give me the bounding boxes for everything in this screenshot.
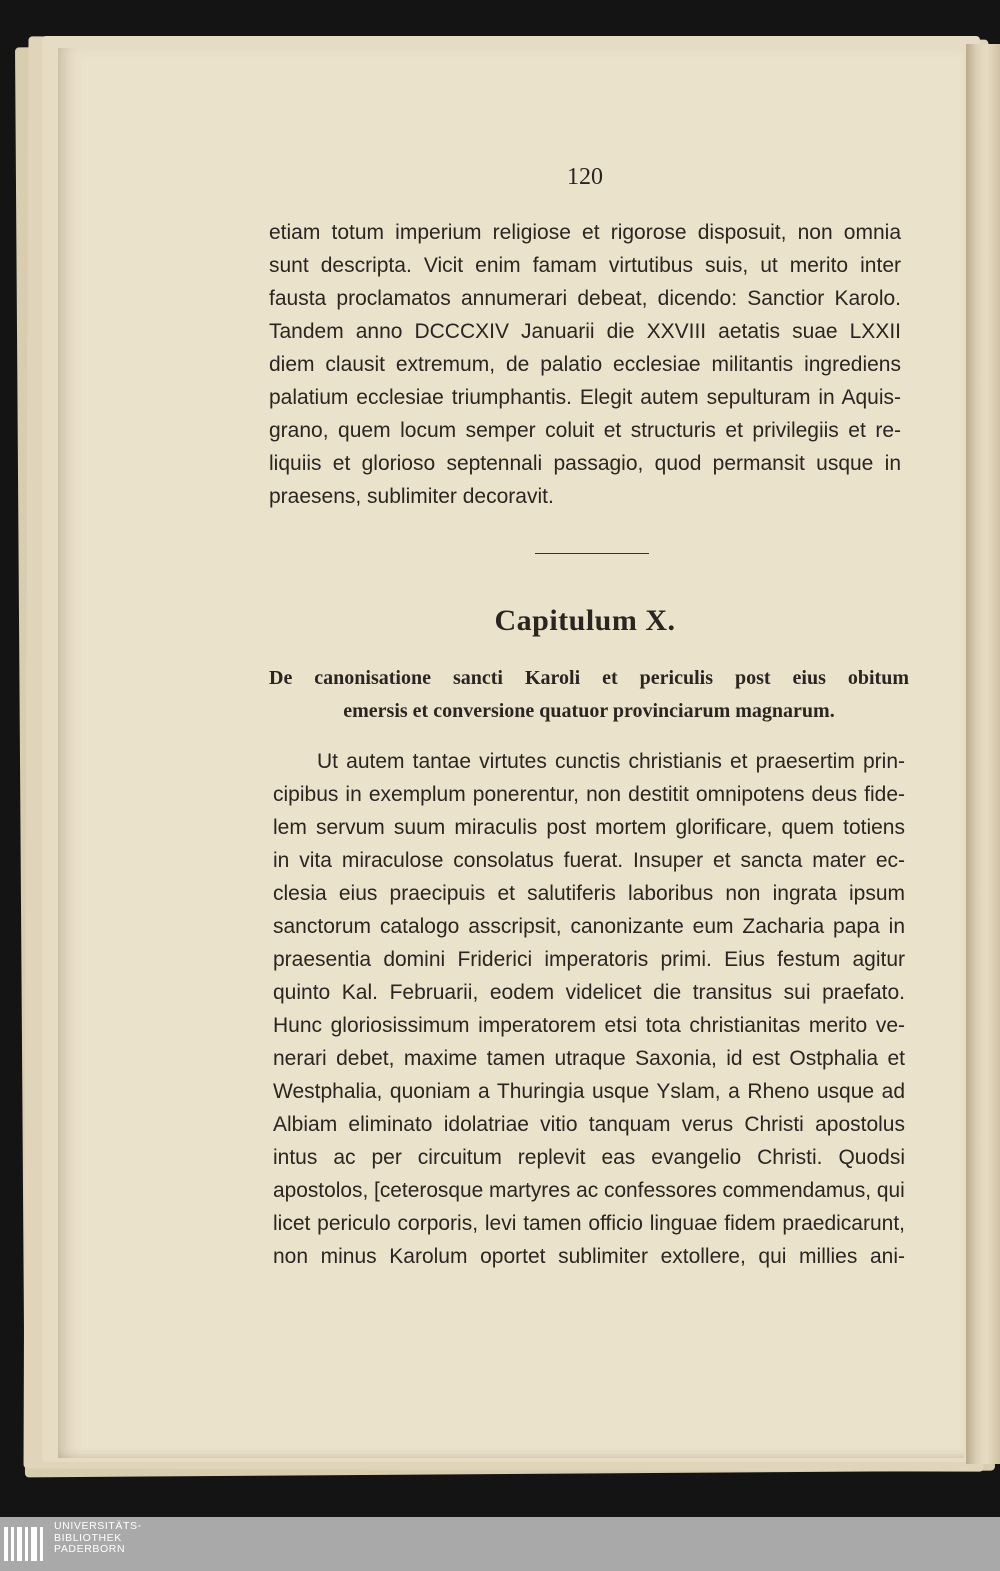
- text-line: diem clausit extremum, de palatio ecclesiae militantis ingrediens: [269, 353, 901, 376]
- text-line: quinto Kal. Februarii, eodem videlicet die transitus sui praefato.: [273, 981, 905, 1004]
- text-line: apostolos, [ceterosque martyres ac confessores commendamus, qui: [273, 1179, 905, 1202]
- library-name-line: UNIVERSITÄTS-: [54, 1520, 142, 1532]
- library-logo-icon: [2, 1521, 48, 1567]
- text-line: palatium ecclesiae triumphantis. Elegit autem sepulturam in Aquis-: [269, 386, 901, 409]
- text-line: fausta proclamatos annumerari debeat, dicendo: Sanctior Karolo.: [269, 287, 901, 310]
- page-number: 120: [567, 164, 603, 190]
- text-line: sunt descripta. Vicit enim famam virtutibus suis, ut merito inter: [269, 254, 901, 277]
- text-line: De canonisatione sancti Karoli et periculis post eius obitum: [269, 667, 909, 689]
- text-line: non minus Karolum oportet sublimiter extollere, qui millies ani-: [273, 1245, 905, 1268]
- text-line: nerari debet, maxime tamen utraque Saxonia, id est Ostphalia et: [273, 1047, 905, 1070]
- facing-page-edge: [966, 44, 1000, 1464]
- text-line: intus ac per circuitum replevit eas evangelio Christi. Quodsi: [273, 1146, 905, 1169]
- book-page: [58, 48, 964, 1458]
- chapter-subtitle: [269, 662, 909, 728]
- section-divider: [535, 553, 649, 554]
- text-line: lem servum suum miraculis post mortem glorificare, quem totiens: [273, 816, 905, 839]
- text-line: grano, quem locum semper coluit et structuris et privilegiis et re-: [269, 419, 901, 442]
- text-line: emersis et conversione quatuor provinciarum magnarum.: [343, 700, 835, 722]
- text-line: liquiis et glorioso septennali passagio, quod permansit usque in: [269, 452, 901, 475]
- text-line: licet periculo corporis, levi tamen officio linguae fidem praedicarunt,: [273, 1212, 905, 1235]
- text-line: etiam totum imperium religiose et rigorose disposuit, non omnia: [269, 221, 901, 244]
- text-line: Tandem anno DCCCXIV Januarii die XXVIII aetatis suae LXXII: [269, 320, 901, 343]
- text-line: cipibus in exemplum ponerentur, non destitit omnipotens deus fide-: [273, 783, 905, 806]
- text-line: sanctorum catalogo asscripsit, canonizante eum Zacharia papa in: [273, 915, 905, 938]
- library-footer-bar: [0, 1517, 1000, 1571]
- text-line: Albiam eliminato idolatriae vitio tanquam verus Christi apostolus: [273, 1113, 905, 1136]
- text-line: Ut autem tantae virtutes cunctis christianis et praesertim prin-: [317, 750, 905, 773]
- text-line: Hunc gloriosissimum imperatorem etsi tota christianitas merito ve-: [273, 1014, 905, 1037]
- library-name-line: BIBLIOTHEK: [54, 1531, 122, 1544]
- library-name: [54, 1521, 142, 1556]
- library-name-line: PADERBORN: [54, 1543, 126, 1555]
- book-scan: [14, 34, 1000, 1480]
- text-line: clesia eius praecipuis et salutiferis laboribus non ingrata ipsum: [273, 882, 905, 905]
- text-line: praesentia domini Friderici imperatoris primi. Eius festum agitur: [273, 948, 905, 971]
- paragraph-2: [273, 745, 905, 1273]
- text-line: praesens, sublimiter decoravit.: [269, 485, 554, 508]
- text-line: Westphalia, quoniam a Thuringia usque Yslam, a Rheno usque ad: [273, 1080, 905, 1103]
- paragraph-1: [269, 216, 901, 513]
- chapter-title: Capitulum X.: [494, 604, 676, 637]
- text-line: in vita miraculose consolatus fuerat. Insuper et sancta mater ec-: [273, 849, 905, 872]
